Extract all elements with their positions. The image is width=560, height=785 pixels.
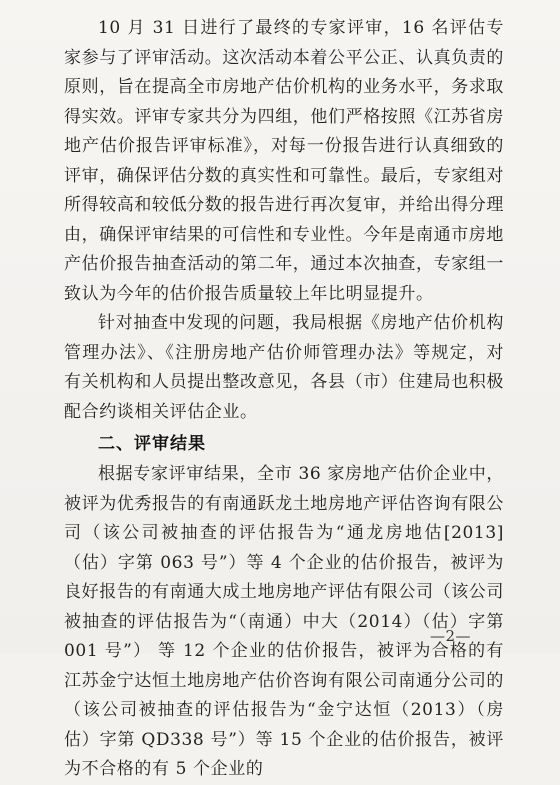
paragraph-review-results: 根据专家评审结果，全市 36 家房地产估价企业中，被评为优秀报告的有南通跃龙土地房地产评估咨询有限公司（该公司被抽查的评估报告为“通龙房地估[2013]（估）字第 063 号”）等 4 个企业的估价报告，被评为良好报告的有南通大成土地房地产评估有限公司（该公司被抽查的评估报告为“（南通）中大（2014）（估）字第 001 号”） 等 12 个企业的估价报告，被评为合格的有江苏金宁达恒土地房地产估价咨询有限公司南通分公司的（该公司被抽查的评估报告为“金宁达恒（2013）（房估）字第 QD338 号”）等 15 个企业的估价报告，被评为不合格的有 5 个企业的 xyxy=(64,464,504,779)
section-heading-results: 二、评审结果 xyxy=(98,434,206,454)
document-body xyxy=(64,14,504,785)
paragraph-review-activity: 10 月 31 日进行了最终的专家评审，16 名评估专家参与了评审活动。这次活动本着公平公正、认真负责的原则，旨在提高全市房地产估价机构的业务水平，务求取得实效。评审专家共分为四组，他们严格按照《江苏省房地产估价报告评审标准》，对每一份报告进行认真细致的评审，确保评估分数的真实性和可靠性。最后，专家组对所得较高和较低分数的报告进行再次复审，并给出得分理由，确保评审结果的可信性和专业性。今年是南通市房地产估价报告抽查活动的第二年，通过本次抽查，专家组一致认为今年的估价报告质量较上年比明显提升。 xyxy=(64,18,504,304)
paragraph-rectification: 针对抽查中发现的问题，我局根据《房地产估价机构管理办法》、《注册房地产估价师管理办法》等规定，对有关机构和人员提出整改意见，各县（市）住建局也积极配合约谈相关评估企业。 xyxy=(64,313,504,422)
page-number: —2— xyxy=(430,627,472,645)
